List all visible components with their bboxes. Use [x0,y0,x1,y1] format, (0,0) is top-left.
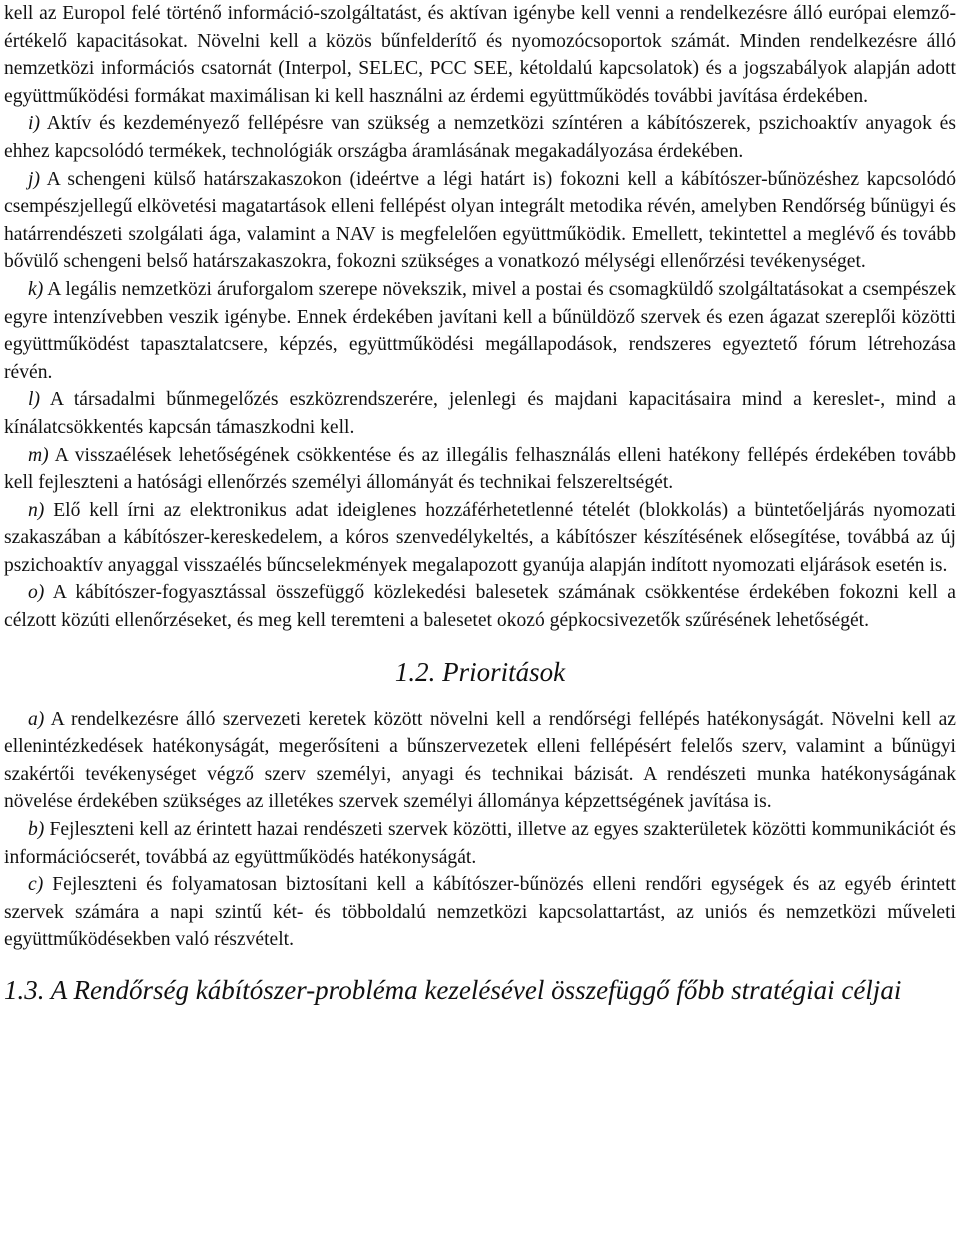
item-label: b) [28,819,45,841]
item-label: c) [28,874,44,896]
item-label: o) [28,582,45,604]
section-heading-1-3: 1.3. A Rendőrség kábítószer-probléma kezelésével összefüggő főbb stratégiai céljai [4,975,902,1005]
item-label: a) [28,708,45,730]
item-text: A kábítószer-fogyasztással összefüggő közlekedési balesetek számának csökkentése érdekében fokozni kell a célzott közúti ellenőrzéseket, és meg kell teremteni a balesetet okozó gépkocsivezetők szűrésének lehetőségét. [4,582,956,632]
item-text: Aktív és kezdeményező fellépésre van szükség a nemzetközi színtéren a kábítószerek, pszichoaktív anyagok és ehhez kapcsolódó termékek, technológiák országba áramlásának megakadályozása érdekében. [4,113,956,162]
item-text: A társadalmi bűnmegelőzés eszközrendszerére, jelenlegi és majdani kapacitásaira mind a kereslet-, mind a kínálatcsökkentés kapcsán támaszkodni kell. [4,389,956,438]
item-text: A schengeni külső határszakaszokon (ideértve a légi határt is) fokozni kell a kábítószer-bűnözéshez kapcsolódó csempészjellegű elkövetési magatartások elleni fellépést olyan integrált metodika révén, amelyben Rendőrség bűnügyi és határrendészeti szolgálati ága, valamint a NAV is megfelelően együttműködik. Emellett, tekintettel a meglévő és tovább bővülő schengeni belső határszakaszokra, fokozni szükséges a vonatkozó mélységi ellenőrzési tevékenységet. [4,168,956,273]
list-item [4,386,956,441]
intro-paragraph: kell az Europol felé történő információ-szolgáltatást, és aktívan igénybe kell venni a rendelkezésre álló európai elemző-értékelő kapacitásokat. Növelni kell a közös bűnfelderítő és nyomozócsoportok számát. Minden rendelkezésre álló nemzetközi információs csatornát (Interpol, SELEC, PCC SEE, kétoldalú kapcsolatok) és a jogszabályok alapján adott együttműködési formákat maximálisan ki kell használni az érdemi együttműködés további javítása érdekében. [4,3,956,107]
list-item [4,816,956,871]
list-item [4,497,956,580]
list-item [4,110,956,165]
item-label: l) [28,389,40,411]
item-text: A legális nemzetközi áruforgalom szerepe növekszik, mivel a postai és csomagküldő szolgáltatásokat a csempészek egyre intenzívebben veszik igénybe. Ennek érdekében javítani kell a bűnüldöző szervek és ezen ágazat szereplői közötti együttműködést tapasztalatcsere, képzés, együttműködési megállapodások, rendszeres egyeztető fórum létrehozása révén. [4,278,956,383]
item-label: n) [28,499,45,521]
item-label: j) [28,168,40,190]
list-item [4,871,956,954]
item-label: m) [28,444,49,466]
priority-list [4,706,956,954]
item-text: Fejleszteni és folyamatosan biztosítani kell a kábítószer-bűnözés elleni rendőri egységek és az egyéb érintett szervek számára a napi szintű két- és többoldalú nemzetközi kapcsolattartást, az uniós és nemzetközi műveleti együttműködésekben való részvételt. [4,874,956,951]
item-text: Elő kell írni az elektronikus adat ideiglenes hozzáférhetetlenné tételét (blokkolás) a büntetőeljárás nyomozati szakaszában a kábítószer-kereskedelem, a kóros szenvedélykeltés, a kábítószer készítésének elősegítése, továbbá az új pszichoaktív anyaggal visszaélés bűncselekmények megalapozott gyanúja alapján indított nyomozati eljárások esetén is. [4,499,956,576]
item-label: i) [28,113,40,135]
list-item [4,442,956,497]
list-item [4,579,956,634]
list-item [4,706,956,816]
list-item [4,166,956,276]
item-label: k) [28,278,44,300]
item-text: A visszaélések lehetőségének csökkentése és az illegális felhasználás elleni hatékony fellépés érdekében tovább kell fejleszteni a hatósági ellenőrzés személyi állományát és technikai felszereltségét. [4,444,956,494]
list-item [4,276,956,386]
item-text: A rendelkezésre álló szervezeti keretek között növelni kell a rendőrségi fellépés hatékonyságát. Növelni kell az ellenintézkedések hatékonyságát, megerősíteni a bűnszervezetek elleni fellépésért felelős szerv, valamint a bűnügyi szakértői tevékenységet végző szerv személyi, anyagi és technikai bázisát. A rendészeti munka hatékonyságának növelése érdekében szükséges az illetékes szervek személyi állománya képzettségének javítása is. [4,708,956,813]
section-heading-1-2: 1.2. Prioritások [394,656,566,687]
item-text: Fejleszteni kell az érintett hazai rendészeti szervek közötti, illetve az egyes szakterületek közötti kommunikációt és információcserét, továbbá az együttműködés hatékonyságát. [4,819,956,868]
item-list [4,110,956,634]
